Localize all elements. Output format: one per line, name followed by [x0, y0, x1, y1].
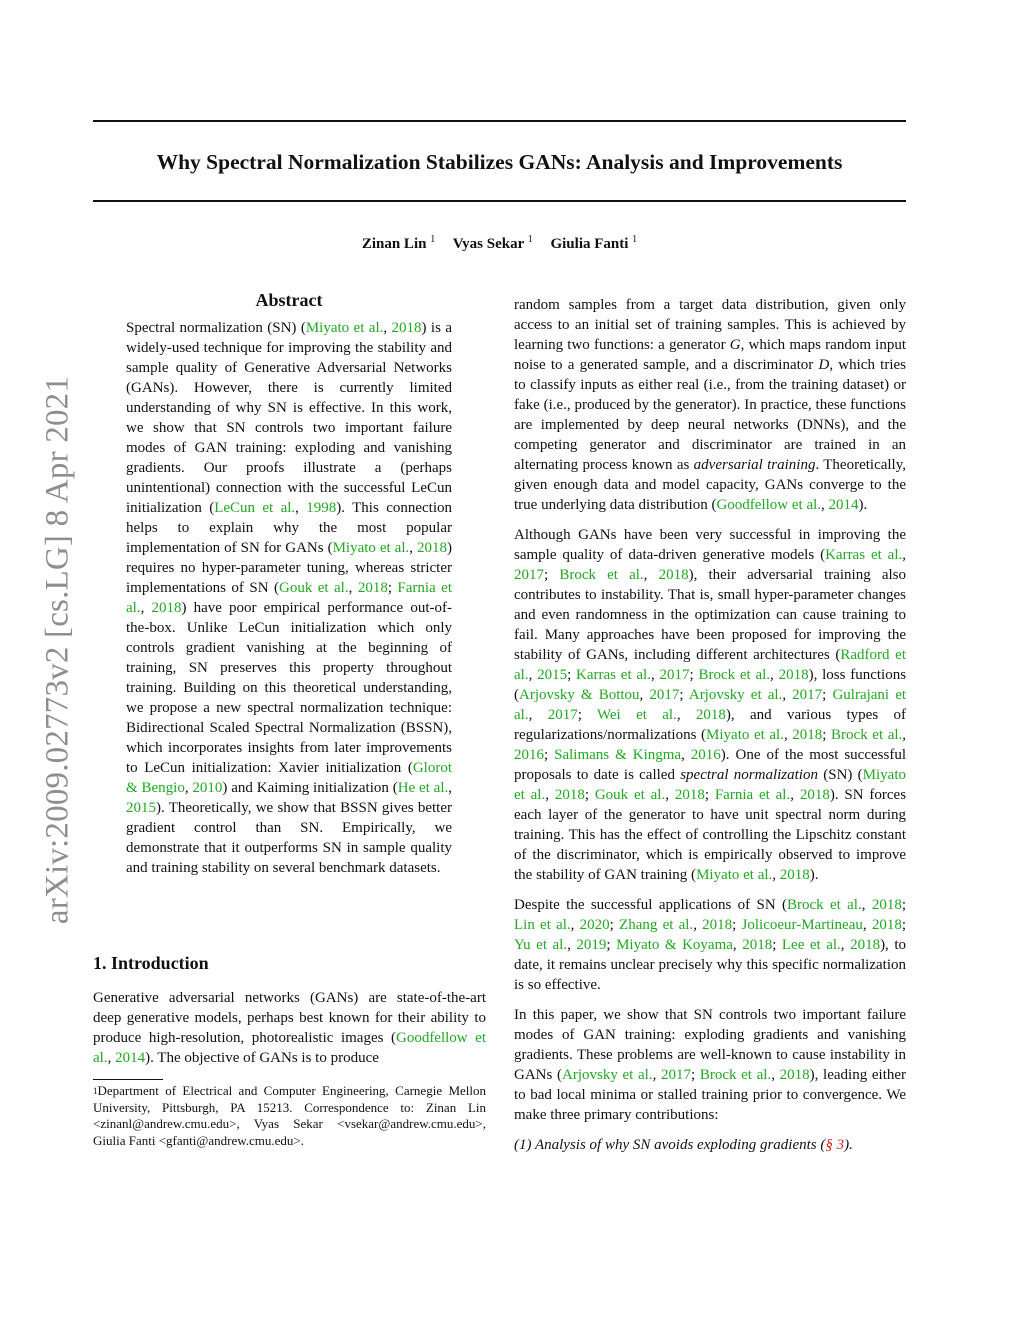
citation-link[interactable]: 2015 — [126, 800, 156, 816]
abstract-section — [126, 290, 452, 878]
section-heading: 1. Introduction — [93, 953, 209, 973]
section-link[interactable]: § 3 — [825, 1137, 845, 1153]
citation-link[interactable]: Arjovsky et al. — [562, 1067, 653, 1083]
citation-link[interactable]: 2018 — [871, 917, 902, 933]
citation-link[interactable]: 2016 — [690, 747, 721, 763]
citation-link[interactable]: Miyato et al. — [332, 540, 410, 556]
citation-link[interactable]: Farnia et al. — [714, 787, 791, 803]
citation-link[interactable]: 2018 — [554, 787, 585, 803]
citation-link[interactable]: 2017 — [792, 687, 823, 703]
author-affiliation-mark: 1 — [527, 234, 533, 245]
citation-link[interactable]: 2018 — [799, 787, 830, 803]
citation-link[interactable]: 2018 — [871, 897, 902, 913]
citation-link[interactable]: Brock et al. — [559, 567, 644, 583]
citation-link[interactable]: Goodfellow et al. — [93, 1030, 486, 1066]
citation-link[interactable]: 2018 — [778, 667, 809, 683]
citation-link[interactable]: 2010 — [192, 780, 223, 796]
citation-link[interactable]: 2018 — [658, 567, 689, 583]
citation-link[interactable]: 2016 — [514, 747, 544, 763]
citation-link[interactable]: Zhang et al. — [619, 917, 694, 933]
contribution-item: (1) Analysis of why SN avoids exploding gradients (§ 3). — [514, 1137, 853, 1153]
citation-link[interactable]: 2018 — [357, 580, 388, 596]
citation-link[interactable]: Brock et al. — [699, 1067, 772, 1083]
paper-title: Why Spectral Normalization Stabilizes GANs: Analysis and Improvements — [156, 150, 843, 174]
citation-link[interactable]: Radford et al. — [514, 647, 906, 683]
intro-paragraph: Generative adversarial networks (GANs) are state-of-the-art deep generative models, perhaps best known for their ability to produce high-resolution, photorealistic images (Goodfellow et al., 2014). The objective of GANs is to produce — [93, 990, 486, 1066]
citation-link[interactable]: Gulrajani et al. — [514, 687, 907, 723]
author-affiliation-mark: 1 — [430, 234, 436, 245]
citation-link[interactable]: Farnia et al. — [126, 580, 453, 616]
citation-link[interactable]: Jolicoeur-Martineau — [741, 917, 863, 933]
citation-link[interactable]: Goodfellow et al. — [716, 497, 822, 513]
citation-link[interactable]: 2018 — [779, 1067, 810, 1083]
body-paragraph: Despite the successful applications of SN (Brock et al., 2018; Lin et al., 2020; Zhang et al., 2018; Jolicoeur-Martineau, 2018; Yu et al., 2019; Miyato & Koyama, 2018; Lee et al., 2018), to date, it remains unclear precisely why this specific normalization is so effective. — [514, 897, 907, 993]
citation-link[interactable]: 2018 — [695, 707, 726, 723]
citation-link[interactable]: 2014 — [828, 497, 859, 513]
citation-link[interactable]: Karras et al. — [825, 547, 903, 563]
citation-link[interactable]: Arjovsky & Bottou — [519, 687, 640, 703]
footnote — [93, 1083, 486, 1149]
citation-link[interactable]: Wei et al. — [596, 707, 677, 723]
citation-link[interactable]: 2018 — [417, 540, 447, 556]
citation-link[interactable]: Miyato et al. — [706, 727, 784, 743]
citation-link[interactable]: Miyato et al. — [514, 767, 906, 803]
citation-link[interactable]: 2020 — [579, 917, 610, 933]
footnote-rule — [93, 1079, 163, 1080]
citation-link[interactable]: 2018 — [674, 787, 705, 803]
citation-link[interactable]: Karras et al. — [576, 667, 651, 683]
citation-link[interactable]: 2018 — [850, 937, 881, 953]
body-paragraph: Although GANs have been very successful in improving the sample quality of data-driven generative models (Karras et al., 2017; Brock et al., 2018), their adversarial training also contributes to instability. That is, small hyper-parameter changes and even randomness in the optimization can cause training to fail. Many approaches have been proposed for improving the stability of GANs, including different architectures (Radford et al., 2015; Karras et al., 2017; Brock et al., 2018), loss functions (Arjovsky & Bottou, 2017; Arjovsky et al., 2017; Gulrajani et al., 2017; Wei et al., 2018), and various types of regularizations/normalizations (Miyato et al., 2018; Brock et al., 2016; Salimans & Kingma, 2016). One of the most successful proposals to date is called spectral normalization (SN) (Miyato et al., 2018; Gouk et al., 2018; Farnia et al., 2018). SN forces each layer of the generator to have unit spectral norm during training. This has the effect of controlling the Lipschitz constant of the discriminator, which is empirically observed to improve the stability of GAN training (Miyato et al., 2018). — [514, 527, 907, 883]
citation-link[interactable]: 2017 — [547, 707, 578, 723]
footnote-mark: 1 — [93, 1086, 98, 1096]
citation-link[interactable]: 2018 — [742, 937, 773, 953]
footnote-text: Department of Electrical and Computer Engineering, Carnegie Mellon University, Pittsburgh, PA 15213. Correspondence to: Zinan Lin <zinanl@andrew.cmu.edu>, Vyas Sekar <vsekar@andrew.cmu.edu>, Giulia Fanti <gfanti@andrew.cmu.edu>. — [93, 1083, 486, 1148]
citation-link[interactable]: 2017 — [649, 687, 680, 703]
citation-link[interactable]: 2017 — [659, 667, 690, 683]
citation-link[interactable]: Miyato et al. — [305, 320, 384, 336]
citation-link[interactable]: Salimans & Kingma — [554, 747, 682, 763]
citation-link[interactable]: He et al. — [397, 780, 449, 796]
citation-link[interactable]: Brock et al. — [831, 727, 903, 743]
author-affiliation-mark: 1 — [632, 234, 638, 245]
citation-link[interactable]: LeCun et al. — [214, 500, 296, 516]
author-name: Vyas Sekar — [452, 236, 524, 252]
citation-link[interactable]: 2018 — [702, 917, 733, 933]
right-column — [514, 295, 906, 1165]
citation-link[interactable]: 2017 — [514, 567, 544, 583]
citation-link[interactable]: Gouk et al. — [594, 787, 666, 803]
citation-link[interactable]: 2018 — [151, 600, 182, 616]
arxiv-side-stamp: arXiv:2009.02773v2 [cs.LG] 8 Apr 2021 — [39, 375, 76, 925]
author-name: Giulia Fanti — [550, 236, 629, 252]
citation-link[interactable]: 2018 — [779, 867, 810, 883]
citation-link[interactable]: Miyato et al. — [696, 867, 773, 883]
title-bottom-rule — [93, 200, 906, 202]
body-paragraph: In this paper, we show that SN controls two important failure modes of GAN training: exploding gradients and vanishing gradients. These problems are well-known to cause instability in GANs (Arjovsky et al., 2017; Brock et al., 2018), leading either to bad local minima or stalled training prior to convergence. We make three primary contributions: — [514, 1007, 907, 1123]
citation-link[interactable]: Gouk et al. — [278, 580, 349, 596]
citation-link[interactable]: Brock et al. — [786, 897, 862, 913]
citation-link[interactable]: 2018 — [792, 727, 823, 743]
author-name: Zinan Lin — [361, 236, 427, 252]
abstract-heading: Abstract — [255, 290, 323, 310]
author-list — [93, 236, 906, 253]
citation-link[interactable]: Lee et al. — [781, 937, 841, 953]
citation-link[interactable]: 2017 — [660, 1067, 691, 1083]
citation-link[interactable]: Arjovsky et al. — [688, 687, 783, 703]
citation-link[interactable]: 1998 — [306, 500, 337, 516]
citation-link[interactable]: 2015 — [537, 667, 568, 683]
citation-link[interactable]: Lin et al. — [514, 917, 571, 933]
citation-link[interactable]: Yu et al. — [514, 937, 568, 953]
citation-link[interactable]: 2018 — [391, 320, 422, 336]
body-paragraph: random samples from a target data distribution, given only access to an initial set of training samples. This is achieved by learning two functions: a generator G, which maps random input noise to a generated sample, and a discriminator D, which tries to classify inputs as either real (i.e., from the training dataset) or fake (i.e., produced by the generator). In practice, these functions are implemented by deep neural networks (DNNs), and the competing generator and discriminator are trained in an alternating process known as adversarial training. Theoretically, given enough data and model capacity, GANs converge to the true underlying data distribution (Goodfellow et al., 2014). — [514, 297, 906, 513]
introduction-section — [93, 953, 486, 1068]
title-top-rule — [93, 120, 906, 122]
citation-link[interactable]: Miyato & Koyama — [616, 937, 733, 953]
citation-link[interactable]: Glorot & Bengio — [126, 760, 452, 796]
citation-link[interactable]: 2019 — [576, 937, 607, 953]
citation-link[interactable]: 2014 — [115, 1050, 146, 1066]
abstract-body: Spectral normalization (SN) (Miyato et al., 2018) is a widely-used technique for improving the stability and sample quality of Generative Adversarial Networks (GANs). However, there is currently limited understanding of why SN is effective. In this work, we show that SN controls two important failure modes of GAN training: exploding and vanishing gradients. Our proofs illustrate a (perhaps unintentional) connection with the successful LeCun initialization (LeCun et al., 1998). This connection helps to explain why the most popular implementation of SN for GANs (Miyato et al., 2018) requires no hyper-parameter tuning, whereas stricter implementations of SN (Gouk et al., 2018; Farnia et al., 2018) have poor empirical performance out-of-the-box. Unlike LeCun initialization which only controls gradient vanishing at the beginning of training, SN preserves this property throughout training. Building on this theoretical understanding, we propose a new spectral normalization technique: Bidirectional Scaled Spectral Normalization (BSSN), which incorporates insights from later improvements to LeCun initialization: Xavier initialization (Glorot & Bengio, 2010) and Kaiming initialization (He et al., 2015). Theoretically, we show that BSSN gives better gradient control than SN. Empirically, we demonstrate that it outperforms SN in sample quality and training stability on several benchmark datasets. — [126, 320, 453, 876]
citation-link[interactable]: Brock et al. — [698, 667, 771, 683]
